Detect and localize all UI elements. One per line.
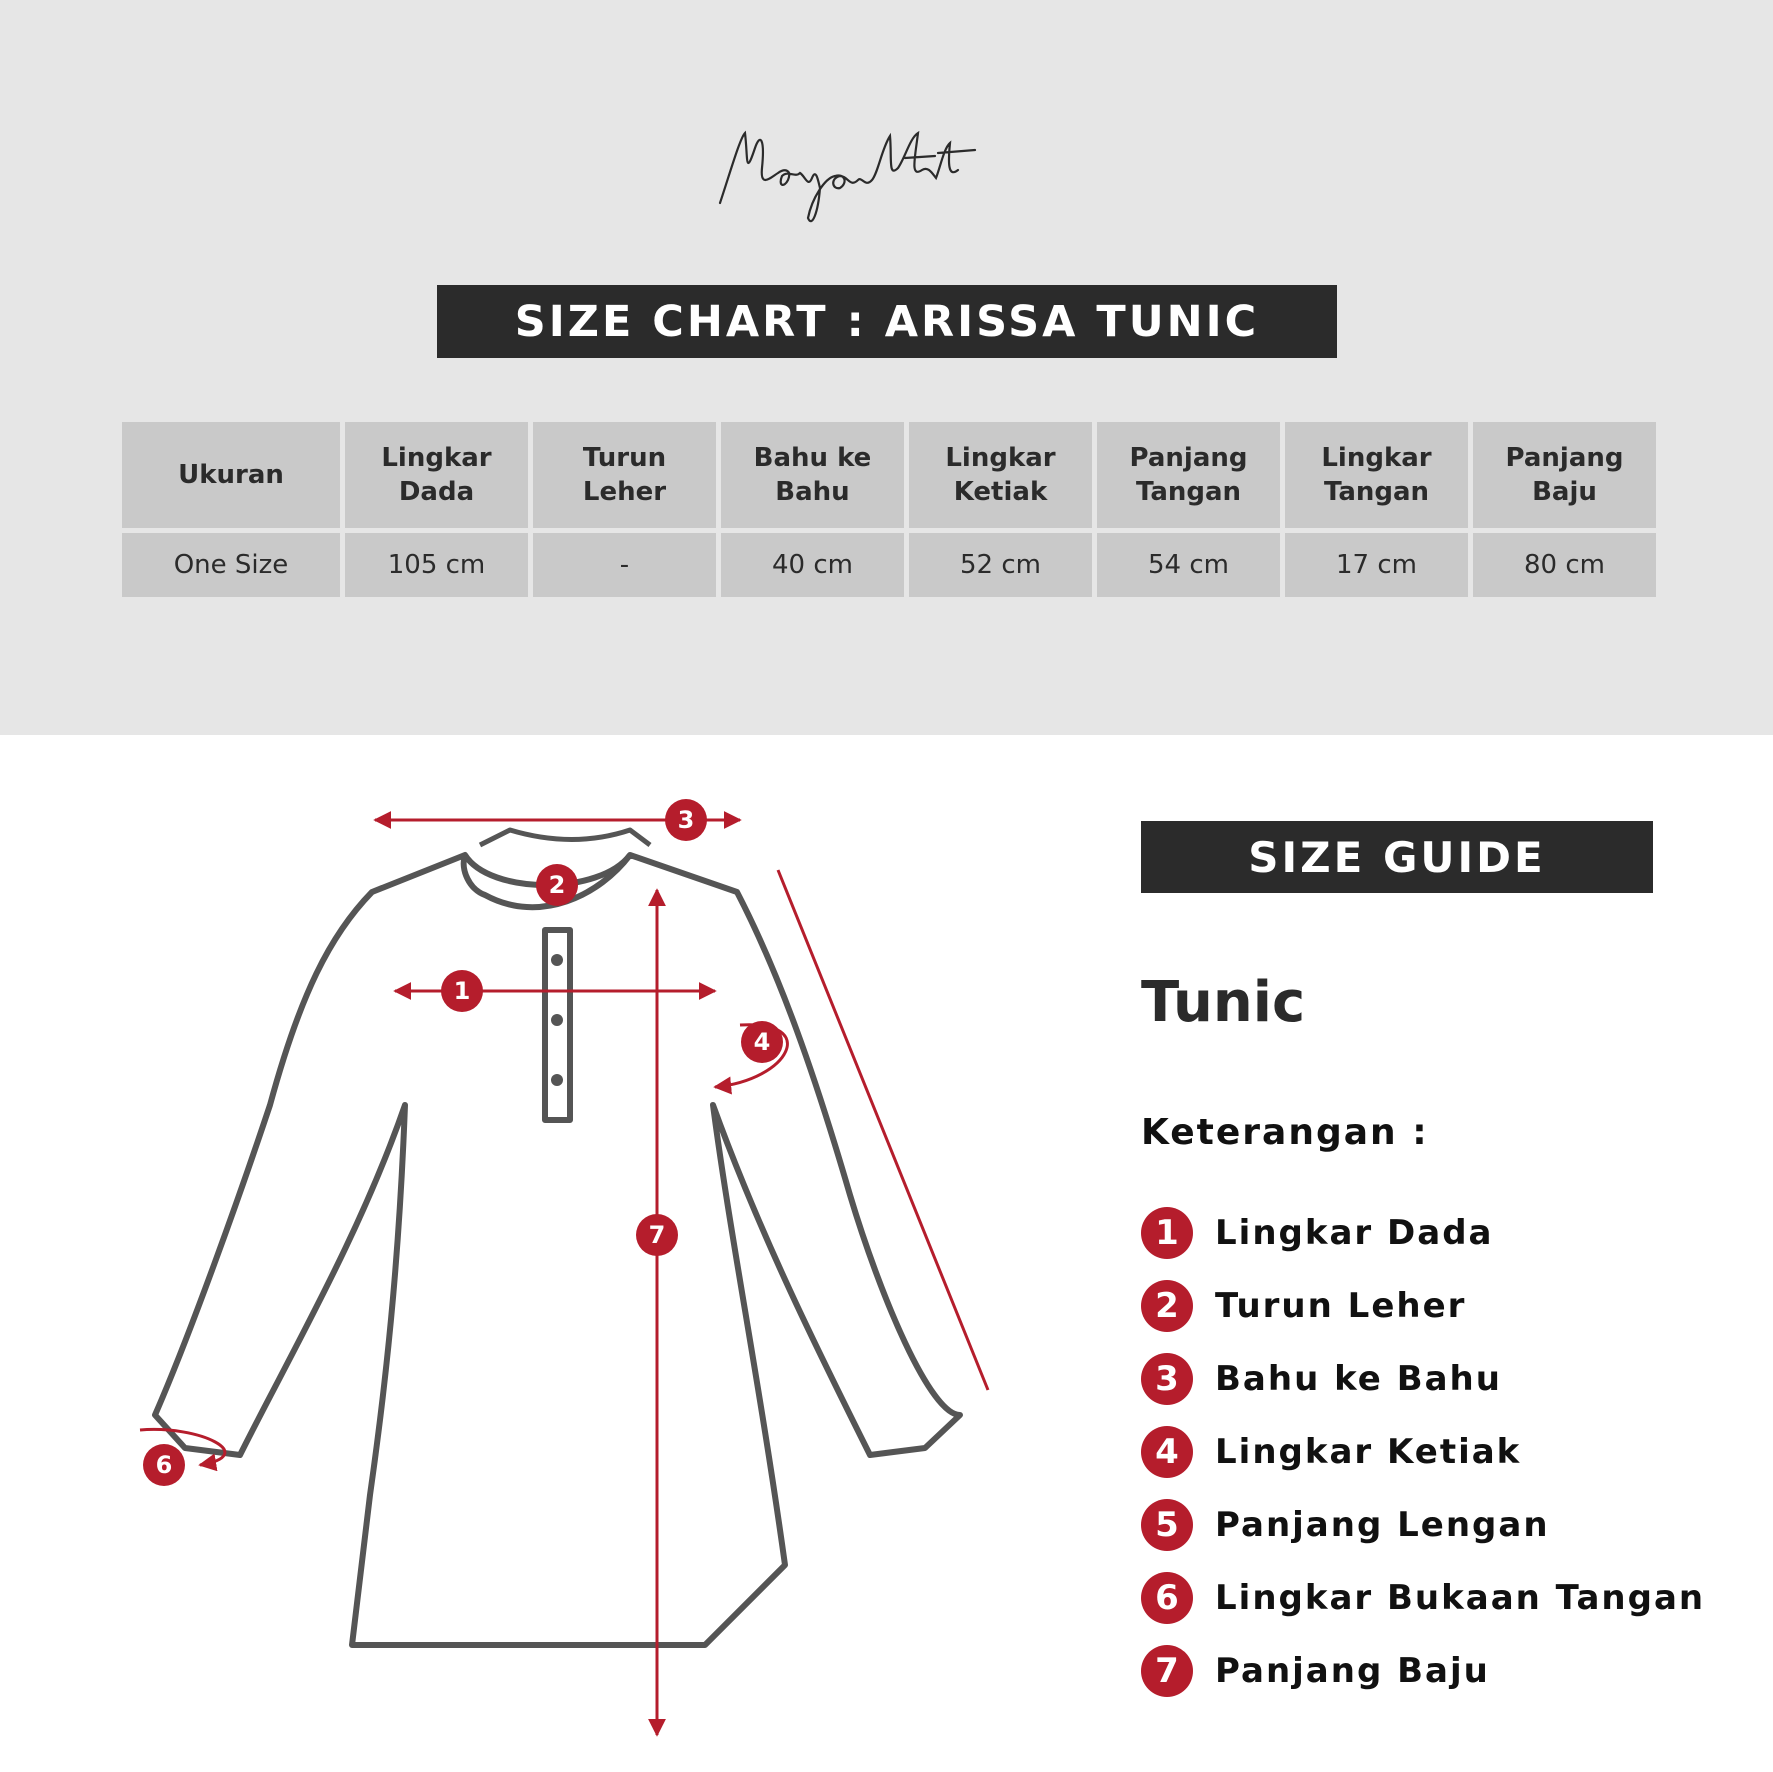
size-chart-panel	[0, 0, 1773, 735]
column-header: Turun Leher	[533, 422, 716, 528]
legend-number: 3	[1141, 1353, 1193, 1405]
legend-item	[1141, 1634, 1705, 1707]
legend-heading: Keterangan :	[1141, 1112, 1429, 1153]
legend-item	[1141, 1561, 1705, 1634]
marker-6-label: 6	[155, 1451, 173, 1479]
marker-4-label: 4	[753, 1028, 771, 1056]
legend-item	[1141, 1269, 1705, 1342]
column-header: Lingkar Ketiak	[909, 422, 1092, 528]
marker-7	[636, 1214, 678, 1256]
column-header: Bahu ke Bahu	[721, 422, 904, 528]
legend-label: Turun Leher	[1215, 1285, 1467, 1326]
marker-3-label: 3	[677, 806, 695, 834]
garment-type: Tunic	[1141, 970, 1306, 1035]
table-cell: 105 cm	[345, 533, 528, 597]
legend-number: 5	[1141, 1499, 1193, 1551]
legend-number: 2	[1141, 1280, 1193, 1332]
marker-4	[741, 1021, 783, 1063]
legend-number: 6	[1141, 1572, 1193, 1624]
table-cell: -	[533, 533, 716, 597]
legend-list	[1141, 1196, 1705, 1707]
tunic-outline	[155, 830, 960, 1645]
legend-number: 1	[1141, 1207, 1193, 1259]
legend-item	[1141, 1342, 1705, 1415]
marker-3	[665, 799, 707, 841]
marker-7-label: 7	[648, 1221, 666, 1249]
legend-number: 4	[1141, 1426, 1193, 1478]
table-cell: One Size	[122, 533, 340, 597]
legend-label: Bahu ke Bahu	[1215, 1358, 1502, 1399]
legend-label: Lingkar Dada	[1215, 1212, 1494, 1253]
table-cell: 80 cm	[1473, 533, 1656, 597]
table-cell: 52 cm	[909, 533, 1092, 597]
size-chart-title: SIZE CHART : ARISSA TUNIC	[437, 285, 1337, 358]
marker-2	[536, 864, 578, 906]
marker-1	[441, 970, 483, 1012]
tunic-diagram	[0, 735, 1100, 1772]
table-cell: 17 cm	[1285, 533, 1468, 597]
legend-label: Panjang Lengan	[1215, 1504, 1550, 1545]
legend-item	[1141, 1196, 1705, 1269]
legend-label: Panjang Baju	[1215, 1650, 1490, 1691]
legend-item	[1141, 1488, 1705, 1561]
table-header-row	[122, 422, 1656, 528]
marker-1-label: 1	[453, 977, 471, 1005]
legend-number: 7	[1141, 1645, 1193, 1697]
table-row	[122, 533, 1656, 597]
marker-2-label: 2	[548, 871, 566, 899]
legend-item	[1141, 1415, 1705, 1488]
column-header: Lingkar Dada	[345, 422, 528, 528]
column-header: Ukuran	[122, 422, 340, 528]
size-table	[117, 417, 1661, 602]
column-header: Panjang Baju	[1473, 422, 1656, 528]
marker-6	[143, 1444, 185, 1486]
brand-logo	[700, 118, 1060, 248]
size-guide-title: SIZE GUIDE	[1141, 821, 1653, 893]
column-header: Panjang Tangan	[1097, 422, 1280, 528]
legend-label: Lingkar Ketiak	[1215, 1431, 1522, 1472]
table-cell: 40 cm	[721, 533, 904, 597]
legend-label: Lingkar Bukaan Tangan	[1215, 1577, 1706, 1618]
table-cell: 54 cm	[1097, 533, 1280, 597]
column-header: Lingkar Tangan	[1285, 422, 1468, 528]
